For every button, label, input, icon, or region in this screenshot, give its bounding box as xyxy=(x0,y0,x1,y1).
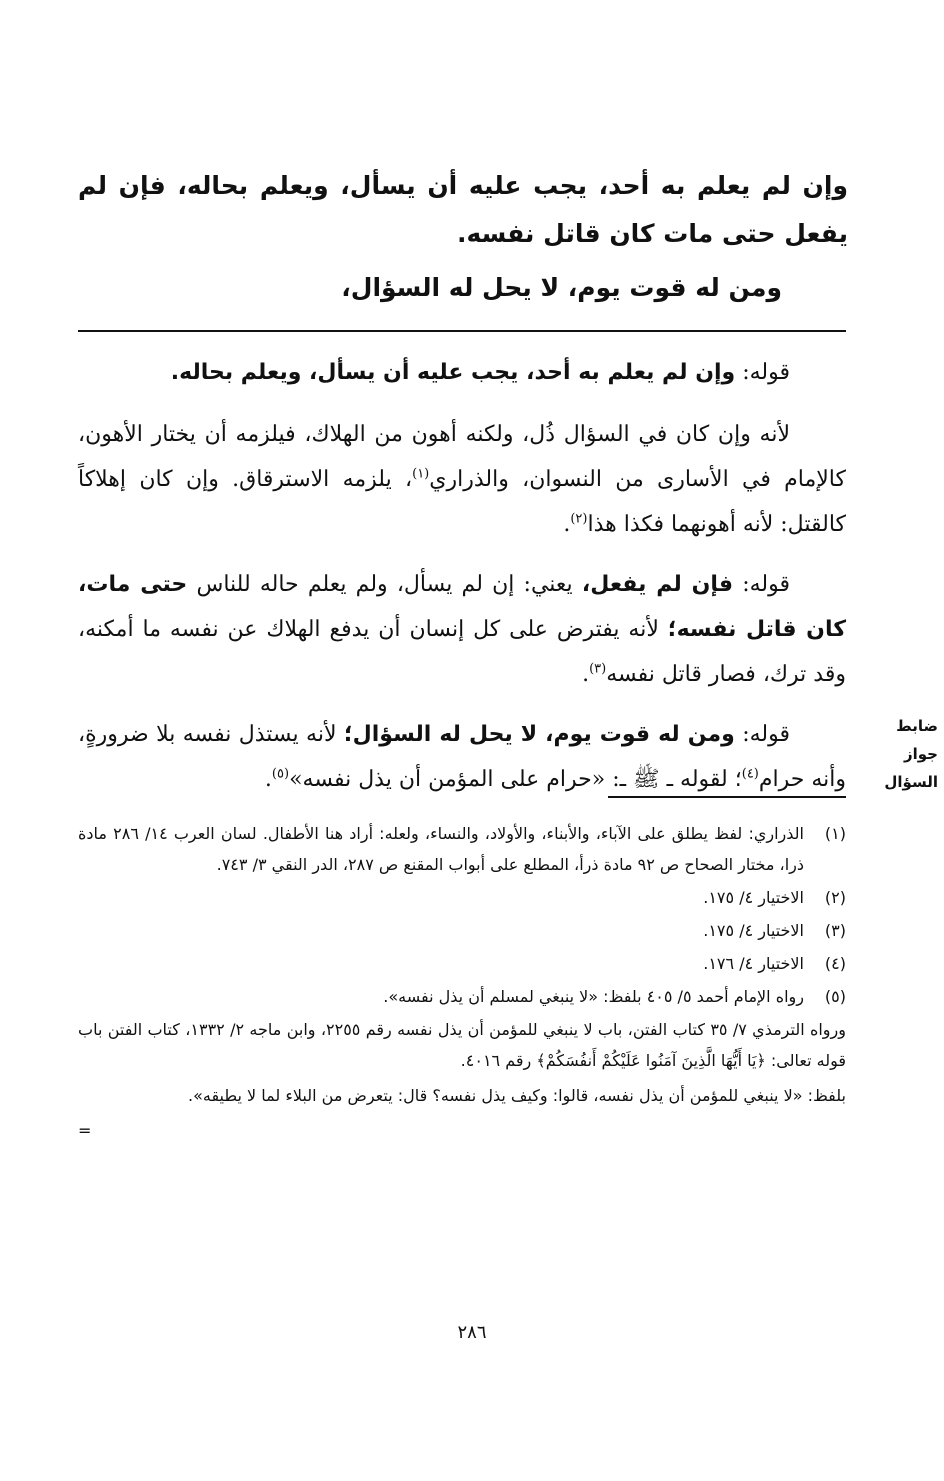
footnote-separator-rule xyxy=(608,796,846,798)
quoted-matn: وإن لم يعلم به أحد، يجب عليه أن يسأل، ويعلم بحاله. xyxy=(170,360,736,385)
qawluhu-lead: قوله: xyxy=(735,360,790,385)
footnote-text: الاختيار ٤/ ١٧٥. xyxy=(703,921,804,940)
margin-note-line: ضابط xyxy=(896,717,938,735)
commentary-text: لأنه وإن كان في السؤال ذُل، ولكنه أهون من الهلاك، فيلزمه أن يختار الأهون، كالإمام في الأسارى من النسوان، والذراري xyxy=(78,422,846,492)
commentary-text: . xyxy=(563,512,571,537)
footnote-5-continued: ورواه الترمذي ٧/ ٣٥ كتاب الفتن، باب لا ينبغي للمؤمن أن يذل نفسه رقم ٢٢٥٥، وابن ماجه ٢/ ١٣٣٢، كتاب الفتن باب قوله تعالى: ﴿يَا أَيُّهَا الَّذِينَ آمَنُوا عَلَيْكُمْ أَنفُسَكُمْ﴾ رقم ٤٠١٦. xyxy=(78,1020,846,1070)
footnote-5-continued: بلفظ: «لا ينبغي للمؤمن أن يذل نفسه، قالوا: وكيف يذل نفسه؟ قال: يتعرض من البلاء لما لا يطيقه». xyxy=(188,1086,846,1105)
commentary-paragraph-1 xyxy=(78,350,846,395)
commentary-text: ، يلزمه الاسترقاق. وإن كان إهلاكاً كالقتل: لأنه أهونهما فكذا هذا xyxy=(78,467,846,537)
commentary-text: لأنه يستذل نفسه بلا ضرورةٍ، وأنه حرام xyxy=(78,722,846,792)
footnote-ref-5[interactable]: (٥) xyxy=(271,766,290,782)
matn-text-line-1: وإن لم يعلم به أحد، يجب عليه أن يسأل، ويعلم بحاله، فإن لم يفعل حتى مات كان قاتل نفسه. xyxy=(78,171,848,248)
footnote-number: (١) xyxy=(824,824,846,843)
footnote-ref-2[interactable]: (٢) xyxy=(570,511,588,527)
footnote-4 xyxy=(78,948,846,979)
quoted-matn: ومن له قوت يوم، لا يحل له السؤال؛ xyxy=(343,722,735,747)
footnote-2 xyxy=(78,882,846,913)
commentary-text: لأنه يفترض على كل إنسان أن يدفع الهلاك عن نفسه ما أمكنه، وقد ترك، فصار قاتل نفسه xyxy=(78,617,846,687)
footnotes xyxy=(78,818,846,1150)
quoted-matn: فإن لم يفعل، xyxy=(581,572,734,597)
qawluhu-lead: قوله: xyxy=(734,722,790,747)
qawluhu-lead: قوله: xyxy=(733,572,791,597)
footnote-text: الاختيار ٤/ ١٧٦. xyxy=(703,954,804,973)
matn-text-line-2: ومن له قوت يوم، لا يحل له السؤال، xyxy=(341,273,782,302)
commentary-paragraph-2 xyxy=(78,412,846,547)
margin-note-line: جواز xyxy=(904,745,938,763)
commentary-text: ؛ لقوله ـ ﷺ ـ: «حرام على المؤمن أن يذل نفسه» xyxy=(289,767,742,792)
footnote-number: (٥) xyxy=(824,987,846,1006)
commentary-text: يعني: إن لم يسأل، ولم يعلم حاله للناس xyxy=(187,572,582,597)
footnote-ref-1[interactable]: (١) xyxy=(412,466,430,482)
margin-note xyxy=(868,712,938,796)
footnote-ref-4[interactable]: (٤) xyxy=(741,766,759,782)
footnote-number: (٢) xyxy=(824,888,846,907)
commentary-text: . xyxy=(582,662,590,687)
commentary-paragraph-4 xyxy=(78,712,846,802)
footnote-1 xyxy=(78,818,846,880)
commentary-paragraph-3 xyxy=(78,562,846,697)
footnote-number: (٣) xyxy=(824,921,846,940)
quoted-matn: حتى مات، كان قاتل نفسه؛ xyxy=(78,572,846,642)
continuation-mark: = xyxy=(78,1121,92,1140)
footnote-ref-3[interactable]: (٣) xyxy=(589,661,607,677)
margin-note-line: السؤال xyxy=(884,773,938,791)
footnote-text: رواه الإمام أحمد ٥/ ٤٠٥ بلفظ: «لا ينبغي لمسلم أن يذل نفسه». xyxy=(383,987,804,1006)
footnote-number: (٤) xyxy=(824,954,846,973)
footnote-text: الاختيار ٤/ ١٧٥. xyxy=(703,888,804,907)
footnote-3 xyxy=(78,915,846,946)
commentary-text: . xyxy=(264,767,272,792)
matn-separator-rule xyxy=(78,330,846,332)
page-number: ٢٨٦ xyxy=(457,1322,487,1343)
footnote-text: الذراري: لفظ يطلق على الآباء، والأبناء، والأولاد، والنساء، ولعله: أراد هنا الأطفال. لسان العرب ١٤/ ٢٨٦ مادة ذرا، مختار الصحاح ص ٩٢ مادة ذرأ، المطلع على أبواب المقنع ص ٢٨٧، الدر النقي ٣/ ٧٤٣. xyxy=(78,824,805,874)
footnote-5 xyxy=(78,981,846,1012)
